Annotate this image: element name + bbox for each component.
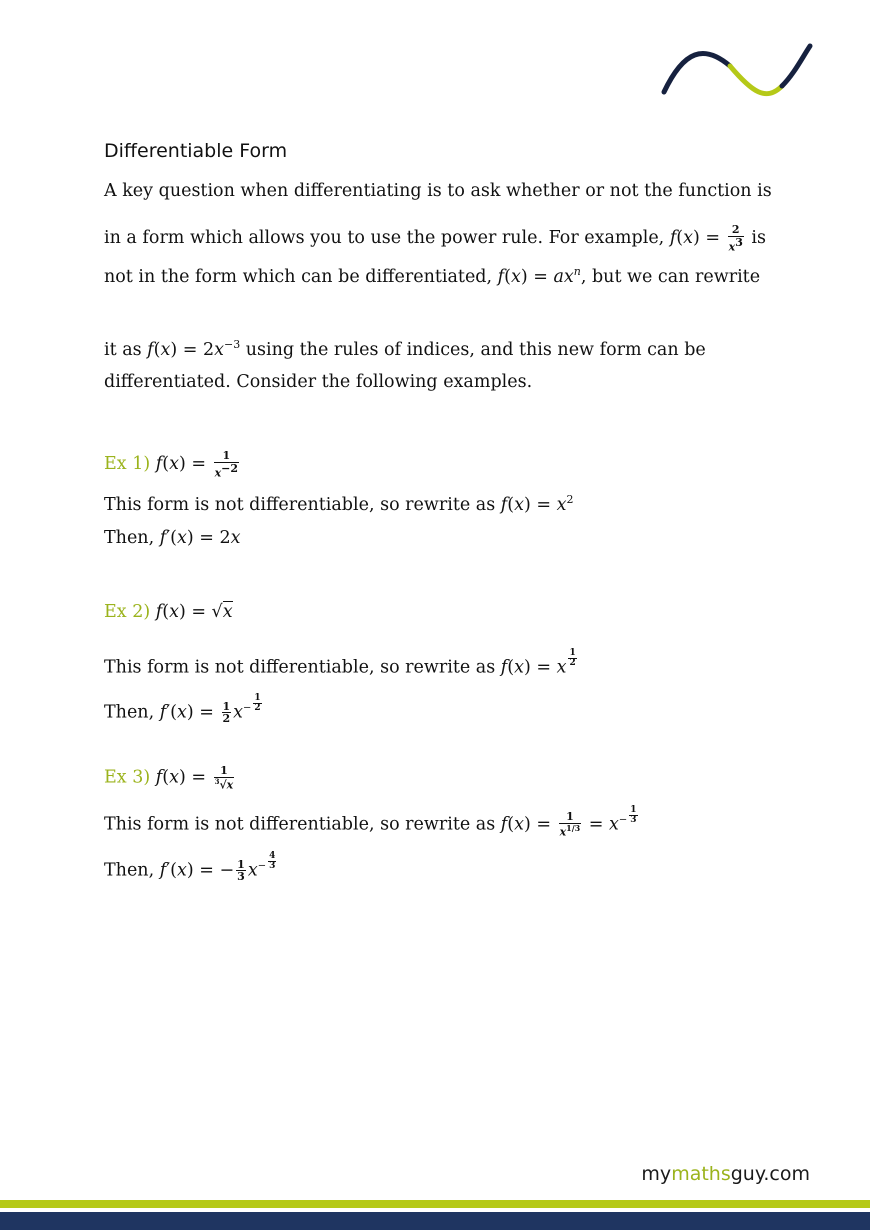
intro-line-2: in a form which allows you to use the power rule. For example, f(x) = $\frac{2}{x^3}$ is xyxy=(104,223,766,254)
footer-bar-navy xyxy=(0,1212,870,1230)
example-1-rewrite: This form is not differentiable, so rewrite as $f(x) = x^2$ xyxy=(104,493,574,515)
example-3-label: Ex 3) xyxy=(104,767,151,788)
example-1-then: Then, f′(x) = 2x xyxy=(104,528,241,548)
intro-line-5: differentiated. Consider the following examples. xyxy=(104,372,533,392)
example-2-rewrite: This form is not differentiable, so rewrite as f(x) = x $\frac{1}{2}$ xyxy=(104,648,576,678)
example-3-heading: Ex 3) f(x) = $\frac{1}{^3√x}$ xyxy=(104,764,234,792)
footer-bar-green xyxy=(0,1200,870,1208)
footer-brand: mymathsguy.com xyxy=(641,1163,810,1185)
logo-wave xyxy=(660,42,816,104)
example-2-then: Then, f′(x) = $\frac{1}{2}$ x− $\frac{1}{2}$ xyxy=(104,693,261,726)
intro-line-3: not in the form which can be differentiated, $f(x) = ax^n$, but we can rewrite xyxy=(104,265,761,287)
example-2-label: Ex 2) xyxy=(104,602,151,622)
example-1-heading: Ex 1) f(x) = $\frac{1}{x^{-2}}$ xyxy=(104,449,238,480)
section-heading: Differentiable Form xyxy=(104,140,288,162)
intro-line-1: A key question when differentiating is to ask whether or not the function is xyxy=(104,181,772,201)
example-3-rewrite: This form is not differentiable, so rewrite as f(x) = $\frac{1}{x^{1/3}}$ = x− $\frac{1}{3}$ xyxy=(104,805,637,839)
intro-line-4: it as $f(x) = 2x^{-3}$ using the rules of indices, and this new form can be xyxy=(104,338,706,360)
example-1-label: Ex 1) xyxy=(104,453,151,474)
example-3-then: Then, f′(x) = − $\frac{1}{3}$ x− $\frac{4}{3}$ xyxy=(104,851,276,884)
example-2-heading: Ex 2) f(x) = √x xyxy=(104,602,233,622)
